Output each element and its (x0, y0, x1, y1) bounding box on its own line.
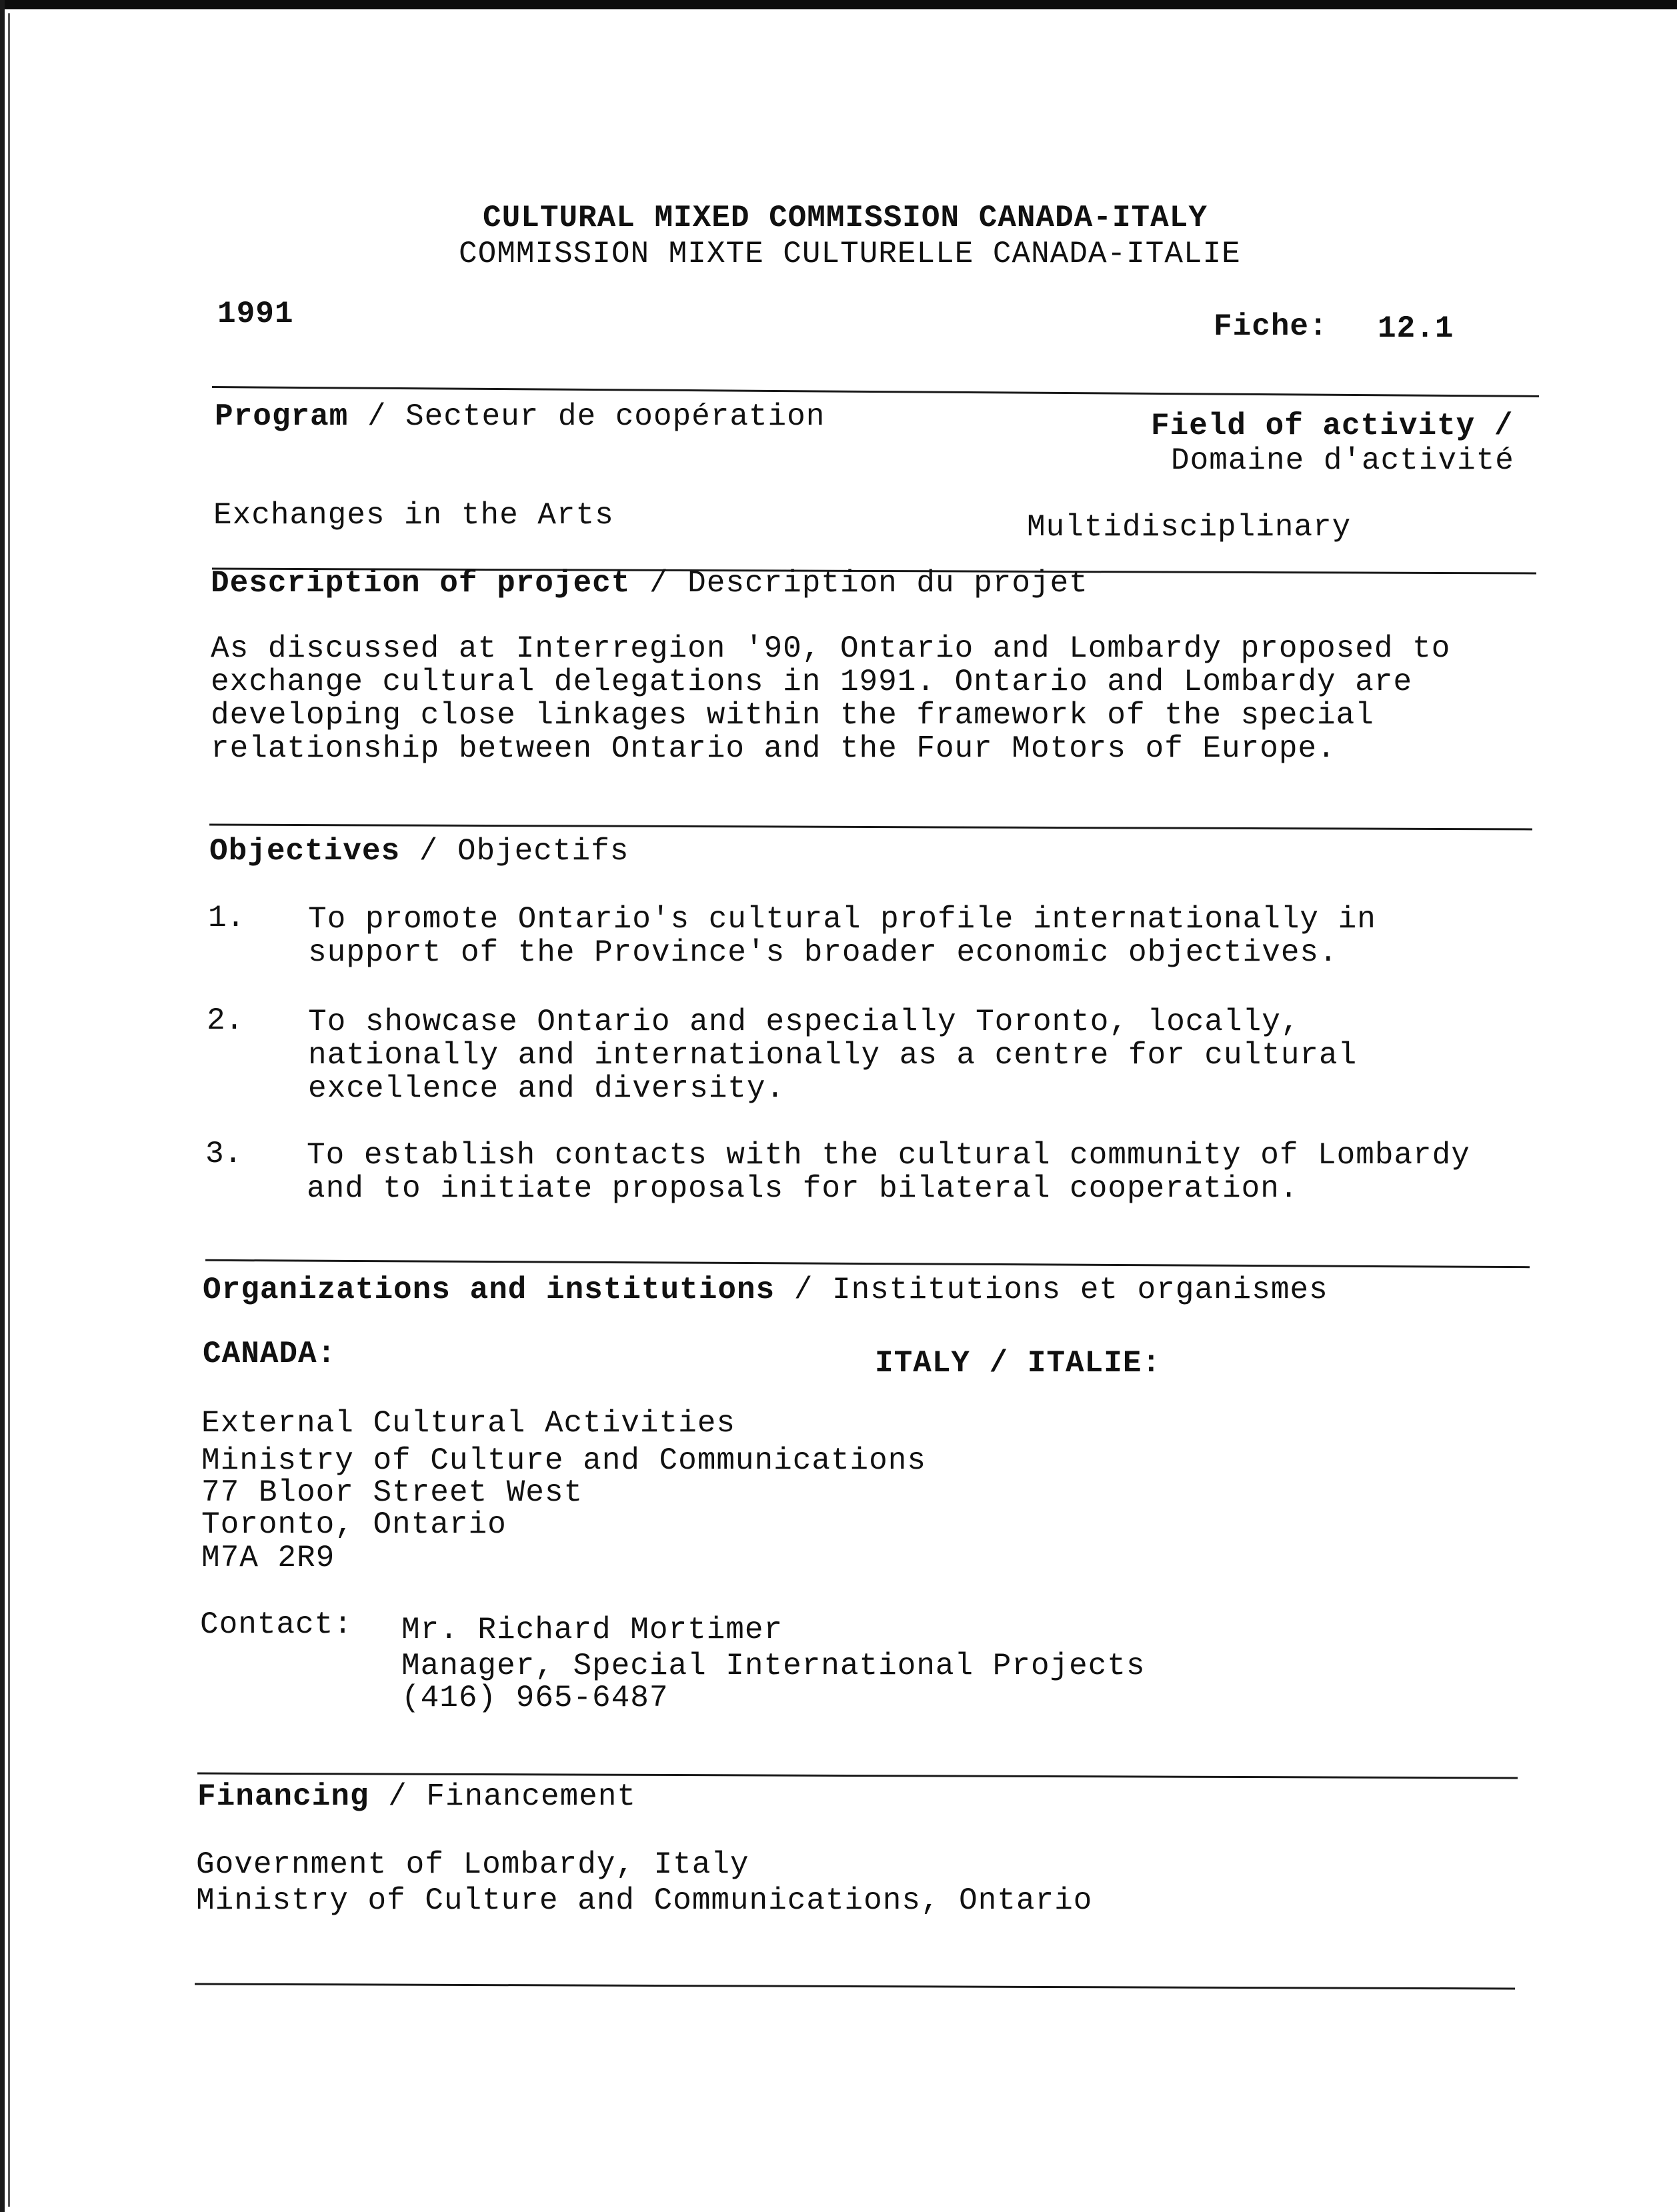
field-label-fr: Domaine d'activité (1171, 443, 1514, 478)
objective-line: excellence and diversity. (308, 1071, 785, 1106)
rule-organizations (205, 1259, 1530, 1268)
description-line: As discussed at Interregion '90, Ontario and Lombardy proposed to (211, 631, 1451, 666)
financing-line: Government of Lombardy, Italy (196, 1847, 749, 1882)
field-value: Multidisciplinary (1027, 510, 1352, 545)
objective-line: To showcase Ontario and especially Toronto, locally, (308, 1005, 1300, 1039)
field-label (1151, 409, 1514, 443)
objectives-label (209, 835, 629, 868)
description-line: exchange cultural delegations in 1991. Ontario and Lombardy are (211, 665, 1413, 699)
objective-number: 2. (207, 1003, 244, 1038)
description-label-fr: / Description du projet (649, 566, 1088, 601)
financing-label-fr: / Financement (388, 1779, 636, 1814)
address-line: M7A 2R9 (201, 1541, 335, 1575)
contact-phone: (416) 965-6487 (401, 1681, 669, 1715)
scan-left-edge (0, 0, 5, 2212)
fiche-label: Fiche: (1214, 309, 1328, 344)
organizations-label-fr: / Institutions et organismes (793, 1273, 1328, 1307)
description-label (211, 567, 1088, 600)
description-text (211, 632, 1534, 765)
title-french: COMMISSION MIXTE CULTURELLE CANADA-ITALIE (459, 237, 1241, 271)
contact-label: Contact: (200, 1607, 353, 1642)
rule-program (212, 386, 1539, 397)
objective-line: and to initiate proposals for bilateral cooperation. (307, 1171, 1299, 1206)
financing-line: Ministry of Culture and Communications, Ontario (196, 1883, 1093, 1918)
address-line: Toronto, Ontario (201, 1507, 507, 1542)
address-line: External Cultural Activities (201, 1406, 735, 1441)
objective-item (308, 903, 1530, 969)
canada-label: CANADA: (203, 1337, 337, 1371)
address-line: 77 Bloor Street West (201, 1475, 583, 1510)
program-value: Exchanges in the Arts (213, 498, 614, 533)
objective-number: 3. (205, 1137, 243, 1171)
scan-left-edge-line (8, 13, 10, 2207)
italy-label: ITALY / ITALIE: (875, 1346, 1162, 1381)
program-label-fr: / Secteur de coopération (367, 399, 825, 434)
field-label-slash: / (1494, 409, 1514, 443)
rule-financing (197, 1773, 1518, 1779)
contact-name: Mr. Richard Mortimer (401, 1613, 783, 1647)
field-label-en: Field of activity (1151, 409, 1476, 443)
program-label (215, 400, 825, 433)
organizations-label-en: Organizations and institutions (203, 1273, 775, 1307)
description-line: developing close linkages within the framework of the special (211, 698, 1374, 733)
program-label-en: Program (215, 399, 349, 434)
description-label-en: Description of project (211, 566, 631, 601)
financing-label (197, 1780, 636, 1813)
objectives-label-en: Objectives (209, 834, 401, 869)
title-english: CULTURAL MIXED COMMISSION CANADA-ITALY (483, 201, 1208, 235)
objective-item (308, 1005, 1530, 1105)
objective-line: nationally and internationally as a centre for cultural (308, 1038, 1358, 1073)
objective-line: To promote Ontario's cultural profile internationally in (308, 902, 1376, 937)
financing-label-en: Financing (197, 1779, 369, 1814)
address-line: Ministry of Culture and Communications (201, 1443, 926, 1478)
objective-number: 1. (208, 901, 245, 935)
objective-line: To establish contacts with the cultural community of Lombardy (307, 1138, 1470, 1173)
rule-bottom (195, 1983, 1515, 1990)
year: 1991 (217, 297, 294, 331)
objective-line: support of the Province's broader economic objectives. (308, 935, 1338, 970)
rule-objectives (209, 824, 1532, 831)
fiche-number: 12.1 (1378, 311, 1454, 346)
organizations-label (203, 1273, 1328, 1307)
scan-top-edge (0, 0, 1677, 9)
objectives-label-fr: / Objectifs (419, 834, 629, 869)
contact-title: Manager, Special International Projects (401, 1649, 1146, 1683)
objective-item (307, 1139, 1528, 1205)
description-line: relationship between Ontario and the Four Motors of Europe. (211, 731, 1336, 766)
